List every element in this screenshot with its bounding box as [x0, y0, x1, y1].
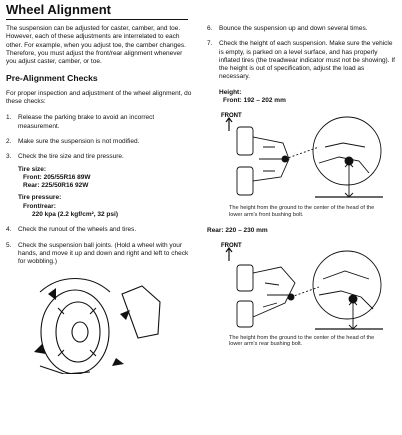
front-arrow-icon [226, 248, 232, 261]
front-height-value: Front: 192 – 202 mm [223, 97, 286, 105]
step-text: Make sure the suspension is not modified. [18, 137, 140, 145]
front-suspension-figure [219, 107, 391, 203]
lead-paragraph: For proper inspection and adjustment of the wheel alignment, do these checks: [6, 89, 192, 106]
tire-size-heading: Tire size: [18, 165, 47, 173]
rear-subframe [253, 267, 295, 317]
step-text: Check the runout of the wheels and tires. [18, 226, 137, 234]
title-underline [6, 19, 188, 20]
step-2 [6, 138, 192, 146]
height-spec [207, 89, 395, 106]
rear-wheel-left [237, 265, 253, 291]
front-detail-circle [313, 117, 381, 185]
step-text: Check the height of each suspension. Make sure the vehicle is empty, is parked on a level surface, and has properly inflated tires (the treadwear indicator must not be showing). If the height is out of specification, adjust the load as necessary. [219, 40, 395, 81]
page-title: Wheel Alignment [6, 2, 111, 17]
height-heading: Height: [219, 88, 242, 96]
rear-detail-circle [313, 251, 381, 319]
step-number: 5. [6, 241, 12, 249]
step-1 [6, 114, 192, 131]
step-5 [6, 242, 192, 267]
tire-size-rear: Rear: 225/50R16 92W [23, 182, 89, 190]
step-text: Check the tire size and tire pressure. [18, 153, 124, 161]
step-number: 4. [6, 226, 12, 234]
step-text: Check the suspension ball joints. (Hold a wheel with your hands, and move it up and down and right and left to check for wobbling.) [18, 241, 189, 266]
step-7 [207, 40, 395, 81]
tire-size-spec [18, 166, 192, 191]
ball-joint-check-illustration [20, 274, 170, 374]
tire-size-front: Front: 205/55R16 89W [23, 173, 91, 181]
intro-paragraph: The suspension can be adjusted for caster, camber, and toe. However, each of these adjustments are interrelated to each other. For example, when you adjust toe, the camber changes. Therefore, you must adjust the front/rear alignment whenever you adjust caster, camber, or toe. [6, 25, 186, 66]
rear-caption: The height from the ground to the center of the head of the lower arm's rear bushing bolt. [229, 334, 375, 348]
section-heading: Pre-Alignment Checks [6, 73, 98, 84]
front-wheel-left [237, 127, 253, 155]
tire-pressure-spec [18, 194, 192, 219]
front-arrow-icon [226, 118, 232, 131]
front-label: FRONT [221, 113, 242, 120]
height-arrow-icon [349, 299, 357, 329]
step-text: Bounce the suspension up and down several times. [219, 25, 368, 32]
height-arrow-icon [345, 161, 353, 197]
arrow-icon [112, 358, 124, 366]
step-number: 7. [207, 40, 213, 48]
step-6 [207, 25, 395, 33]
tire-pressure-heading: Tire pressure: [18, 194, 62, 202]
tire-pressure-label: Front/rear: [23, 202, 56, 210]
step-number: 6. [207, 25, 213, 32]
front-label: FRONT [221, 242, 242, 249]
arrow-icon [48, 288, 56, 300]
step-number: 3. [6, 153, 12, 161]
tire-pressure-value: 220 kpa (2.2 kgf/cm², 32 psi) [32, 211, 118, 219]
rear-suspension-figure [219, 237, 391, 333]
left-column [6, 25, 192, 377]
step-4 [6, 226, 192, 234]
step-number: 1. [6, 114, 12, 122]
wheel-hub [72, 322, 88, 342]
rear-height-value: Rear: 220 – 230 mm [207, 226, 268, 234]
step-3 [6, 153, 192, 161]
front-caption: The height from the ground to the center of the head of the lower arm's front bushing bolt. [229, 205, 375, 218]
step-number: 2. [6, 137, 12, 145]
right-column [207, 25, 395, 348]
step-text: Release the parking brake to avoid an incorrect measurement. [18, 114, 155, 130]
arrow-icon [120, 310, 130, 320]
